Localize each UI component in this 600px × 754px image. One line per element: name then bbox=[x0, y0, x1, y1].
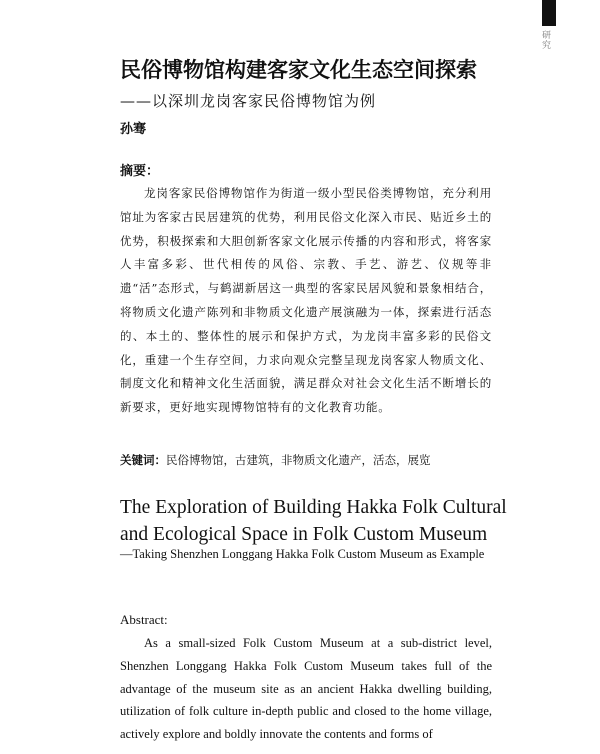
article-subtitle-zh: ——以深圳龙岗客家民俗博物馆为例 bbox=[120, 92, 377, 110]
keywords-zh bbox=[120, 452, 500, 468]
keywords-label-zh: 关键词： bbox=[120, 453, 166, 467]
keywords-value-zh: 民俗博物馆，古建筑，非物质文化遗产，活态，展览 bbox=[166, 453, 431, 467]
abstract-label-en: Abstract: bbox=[120, 612, 168, 627]
abstract-label-zh: 摘要： bbox=[120, 164, 160, 179]
article-subtitle-en: —Taking Shenzhen Longgang Hakka Folk Custom Museum as Example bbox=[120, 547, 485, 561]
article-title-zh: 民俗博物馆构建客家文化生态空间探索 bbox=[120, 58, 477, 82]
author-name: 孙骞 bbox=[120, 122, 147, 137]
margin-tab-marker bbox=[542, 0, 556, 26]
margin-section-label: 研究 bbox=[540, 30, 550, 50]
article-title-en: The Exploration of Building Hakka Folk Cultural and Ecological Space in Folk Custom Museum bbox=[120, 497, 507, 545]
abstract-body-en: As a small-sized Folk Custom Museum at a sub-district level, Shenzhen Longgang Hakka Folk Custom Museum takes full of the advantage of the museum site as an ancient Hakka dwelling building, utilization of folk culture in-depth public and closed to the home village, actively explore and boldly innovate the contents and forms of bbox=[120, 636, 492, 742]
abstract-body-zh: 龙岗客家民俗博物馆作为街道一级小型民俗类博物馆，充分利用馆址为客家古民居建筑的优势，利用民俗文化深入市民、贴近乡土的优势，积极探索和大胆创新客家文化展示传播的内容和形式，将客家人丰富多彩、世代相传的风俗、宗教、手艺、游艺、仪规等非遗“活”态形式，与鹤湖新居这一典型的客家民居风貌和景象相结合，将物质文化遗产陈列和非物质文化遗产展演融为一体，探索进行活态的、本土的、整体性的展示和保护方式，为龙岗丰富多彩的民俗文化，重建一个生存空间，力求向观众完整呈现龙岗客家人物质文化、制度文化和精神文化生活面貌，满足群众对社会文化生活不断增长的新要求，更好地实现博物馆特有的文化教育功能。 bbox=[120, 186, 492, 415]
